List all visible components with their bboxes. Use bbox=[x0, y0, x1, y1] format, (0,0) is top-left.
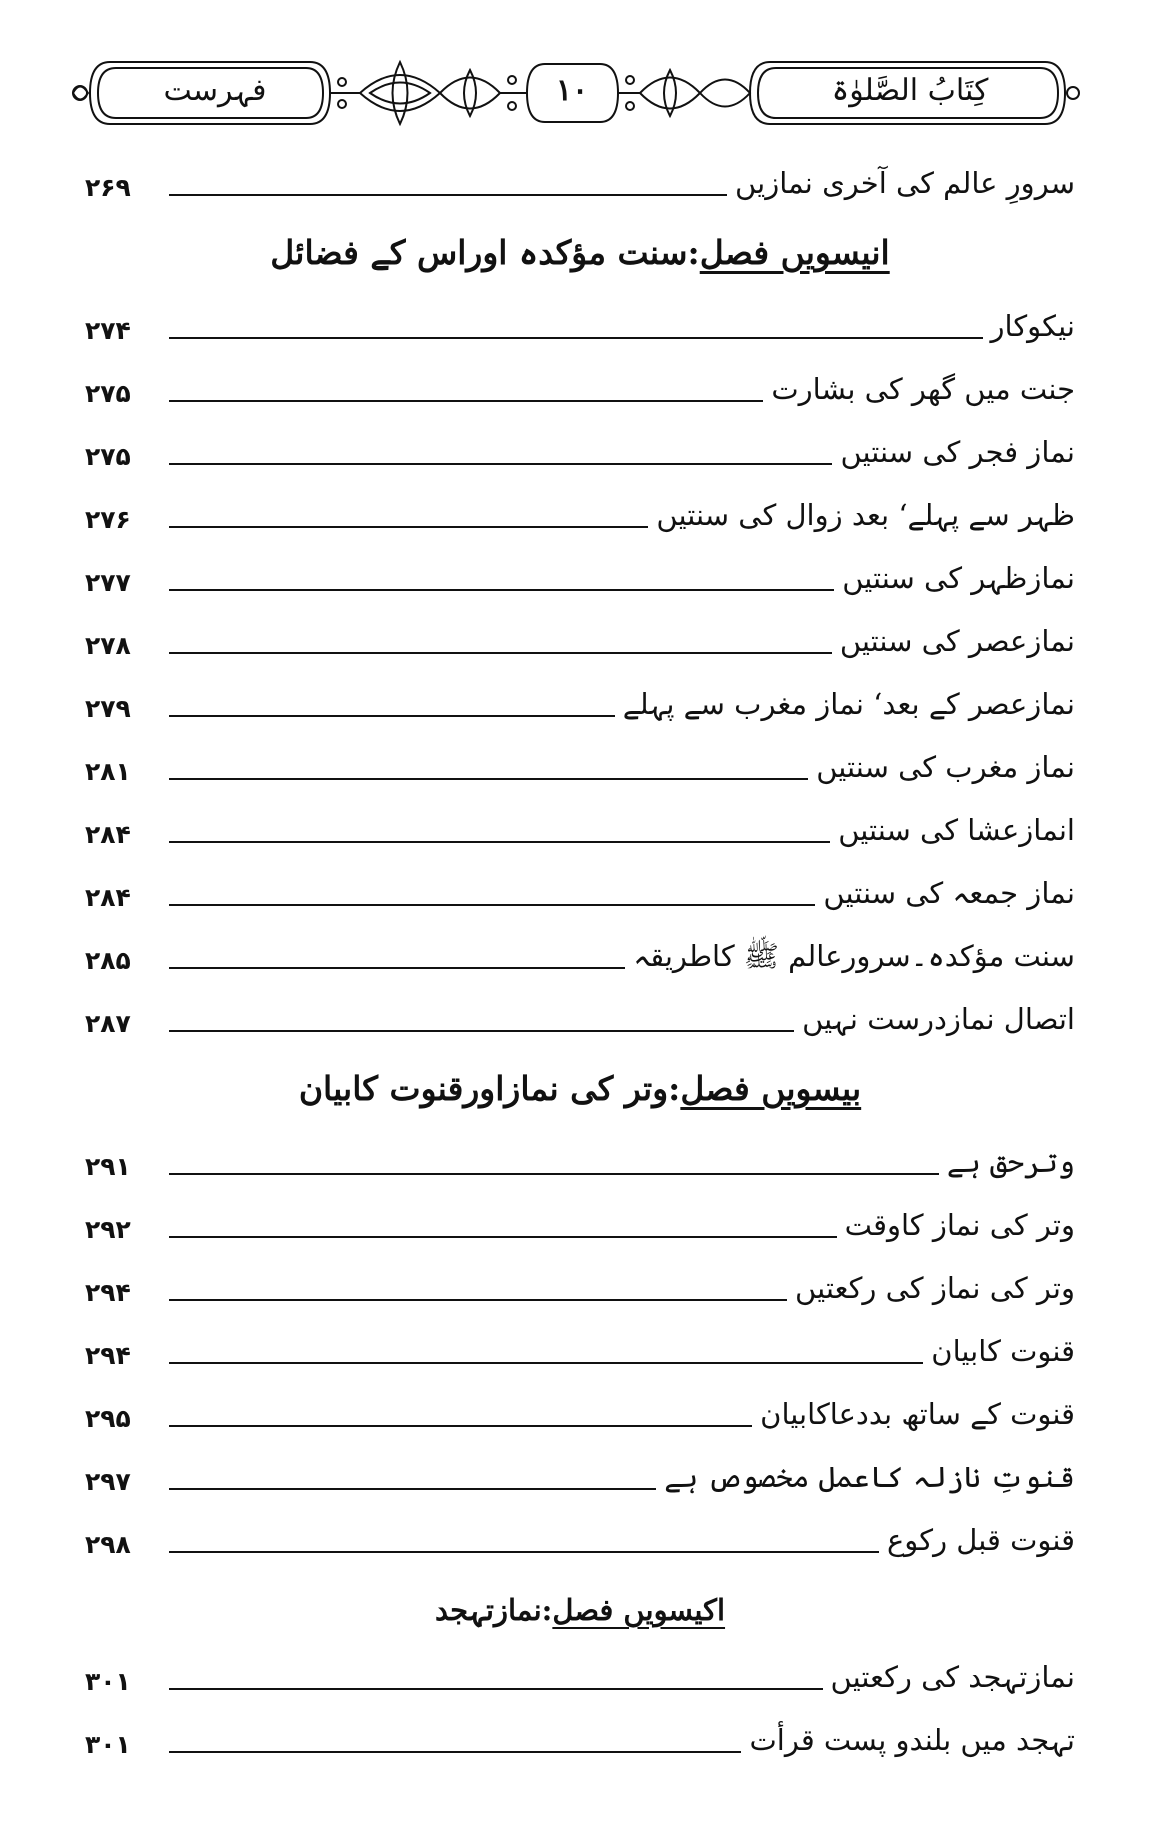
toc-page: ۲۹۴ bbox=[85, 1341, 131, 1370]
toc-title: اتصال نمازدرست نہیں bbox=[802, 1002, 1075, 1036]
toc-page: ۲۷۹ bbox=[85, 694, 131, 723]
toc-title: نماز فجر کی سنتیں bbox=[840, 435, 1075, 469]
leader-line bbox=[169, 967, 625, 969]
leader-line bbox=[169, 1751, 741, 1753]
leader-line bbox=[169, 1030, 794, 1032]
toc-row bbox=[85, 1644, 1075, 1707]
leader-line bbox=[169, 194, 727, 196]
toc-title: وتر کی نماز کی رکعتیں bbox=[795, 1271, 1075, 1305]
toc-row bbox=[85, 1129, 1075, 1192]
chapter-heading-19 bbox=[85, 213, 1075, 293]
leader-line bbox=[169, 1551, 879, 1553]
toc-row bbox=[85, 482, 1075, 545]
leader-line bbox=[169, 652, 832, 654]
toc-page: ۲۸۷ bbox=[85, 1009, 131, 1038]
toc-title: نمازظہر کی سنتیں bbox=[842, 561, 1075, 595]
toc-page: ۲۹۷ bbox=[85, 1467, 131, 1496]
toc-title: انمازعشا کی سنتیں bbox=[838, 813, 1075, 847]
toc-row bbox=[85, 1192, 1075, 1255]
leader-line bbox=[169, 337, 983, 339]
leader-line bbox=[169, 1362, 923, 1364]
toc-page: ۲۷۴ bbox=[85, 316, 131, 345]
toc-row bbox=[85, 1318, 1075, 1381]
toc-page: ۲۶۹ bbox=[85, 173, 131, 202]
chapter-title: وتر کی نمازاورقنوت کابیان bbox=[298, 1069, 669, 1108]
chapter-label: انیسویں فصل bbox=[699, 233, 890, 272]
toc-row bbox=[85, 986, 1075, 1049]
chapter-label: اکیسویں فصل bbox=[552, 1593, 726, 1627]
toc-page: ۲۹۵ bbox=[85, 1404, 131, 1433]
toc-page: ۲۷۵ bbox=[85, 379, 131, 408]
page-number: ۱۰ bbox=[555, 73, 589, 108]
toc-row bbox=[85, 860, 1075, 923]
toc-row bbox=[85, 356, 1075, 419]
chapter-separator: : bbox=[668, 1069, 681, 1108]
leader-line bbox=[169, 1299, 787, 1301]
toc-title: تہجد میں بلندو پست قرأت bbox=[749, 1723, 1075, 1757]
leader-line bbox=[169, 778, 808, 780]
leader-line bbox=[169, 904, 815, 906]
toc-row bbox=[85, 608, 1075, 671]
chapter-title: سنت مؤکدہ اوراس کے فضائل bbox=[270, 233, 688, 272]
toc-row bbox=[85, 1707, 1075, 1770]
leader-line bbox=[169, 841, 830, 843]
leader-line bbox=[169, 715, 615, 717]
toc-row bbox=[85, 1381, 1075, 1444]
leader-line bbox=[169, 400, 763, 402]
chapter-heading-21 bbox=[85, 1570, 1075, 1644]
chapter-separator: : bbox=[687, 233, 700, 272]
leader-line bbox=[169, 1236, 837, 1238]
toc-row bbox=[85, 1444, 1075, 1507]
toc-page: ۲۹۱ bbox=[85, 1152, 131, 1181]
toc-title: سنت مؤکدہ۔سرورعالم ﷺ کاطریقہ bbox=[633, 939, 1075, 973]
chapter-label: بیسویں فصل bbox=[680, 1069, 862, 1108]
toc-page: ۲۸۴ bbox=[85, 883, 131, 912]
leader-line bbox=[169, 589, 834, 591]
toc-page: ۳۰۱ bbox=[85, 1667, 131, 1696]
toc-row bbox=[85, 545, 1075, 608]
toc-page: ۲۹۴ bbox=[85, 1278, 131, 1307]
book-title: کِتَابُ الصَّلوٰۃ bbox=[831, 73, 989, 108]
toc-page: ۲۷۶ bbox=[85, 505, 131, 534]
toc-row bbox=[85, 797, 1075, 860]
toc-row bbox=[85, 419, 1075, 482]
leader-line bbox=[169, 1425, 752, 1427]
leader-line bbox=[169, 1688, 823, 1690]
chapter-heading-20 bbox=[85, 1049, 1075, 1129]
toc-page: ۲۹۲ bbox=[85, 1215, 131, 1244]
section-title: فہرست bbox=[163, 73, 267, 108]
toc-page: ۲۹۸ bbox=[85, 1530, 131, 1559]
toc-row bbox=[85, 150, 1075, 213]
table-of-contents bbox=[85, 150, 1075, 1770]
toc-title: نماز جمعہ کی سنتیں bbox=[823, 876, 1075, 910]
toc-row bbox=[85, 1507, 1075, 1570]
leader-line bbox=[169, 1488, 656, 1490]
toc-row bbox=[85, 671, 1075, 734]
toc-title: ظہر سے پہلے‘ بعد زوال کی سنتیں bbox=[656, 498, 1075, 532]
chapter-title: نمازتہجد bbox=[434, 1593, 542, 1627]
toc-row bbox=[85, 734, 1075, 797]
toc-page: ۲۸۵ bbox=[85, 946, 131, 975]
toc-page: ۲۷۸ bbox=[85, 631, 131, 660]
toc-page: ۲۷۷ bbox=[85, 568, 131, 597]
toc-row bbox=[85, 923, 1075, 986]
toc-title: نماز مغرب کی سنتیں bbox=[816, 750, 1075, 784]
toc-title: سرورِ عالم کی آخری نمازیں bbox=[735, 166, 1075, 200]
leader-line bbox=[169, 463, 832, 465]
toc-title: نمازتہجد کی رکعتیں bbox=[830, 1660, 1075, 1694]
toc-row bbox=[85, 293, 1075, 356]
page-header bbox=[70, 52, 1080, 134]
toc-title: نیکوکار bbox=[990, 309, 1075, 343]
toc-title: وترحق ہے bbox=[946, 1145, 1075, 1179]
toc-title: نمازعصر کی سنتیں bbox=[839, 624, 1075, 658]
toc-title: قنوت قبل رکوع bbox=[886, 1523, 1075, 1557]
toc-title: جنت میں گھر کی بشارت bbox=[771, 372, 1075, 406]
toc-row bbox=[85, 1255, 1075, 1318]
toc-title: وتر کی نماز کاوقت bbox=[844, 1208, 1075, 1242]
toc-page: ۳۰۱ bbox=[85, 1730, 131, 1759]
toc-page: ۲۷۵ bbox=[85, 442, 131, 471]
toc-title: نمازعصر کے بعد‘ نماز مغرب سے پہلے bbox=[622, 687, 1075, 721]
chapter-separator: : bbox=[541, 1593, 553, 1627]
toc-title: قنوتِ نازلہ کاعمل مخصوص ہے bbox=[664, 1460, 1075, 1494]
toc-title: قنوت کابیان bbox=[931, 1334, 1075, 1368]
toc-page: ۲۸۴ bbox=[85, 820, 131, 849]
toc-page: ۲۸۱ bbox=[85, 757, 131, 786]
leader-line bbox=[169, 526, 648, 528]
toc-title: قنوت کے ساتھ بددعاکابیان bbox=[760, 1397, 1075, 1431]
leader-line bbox=[169, 1173, 939, 1175]
